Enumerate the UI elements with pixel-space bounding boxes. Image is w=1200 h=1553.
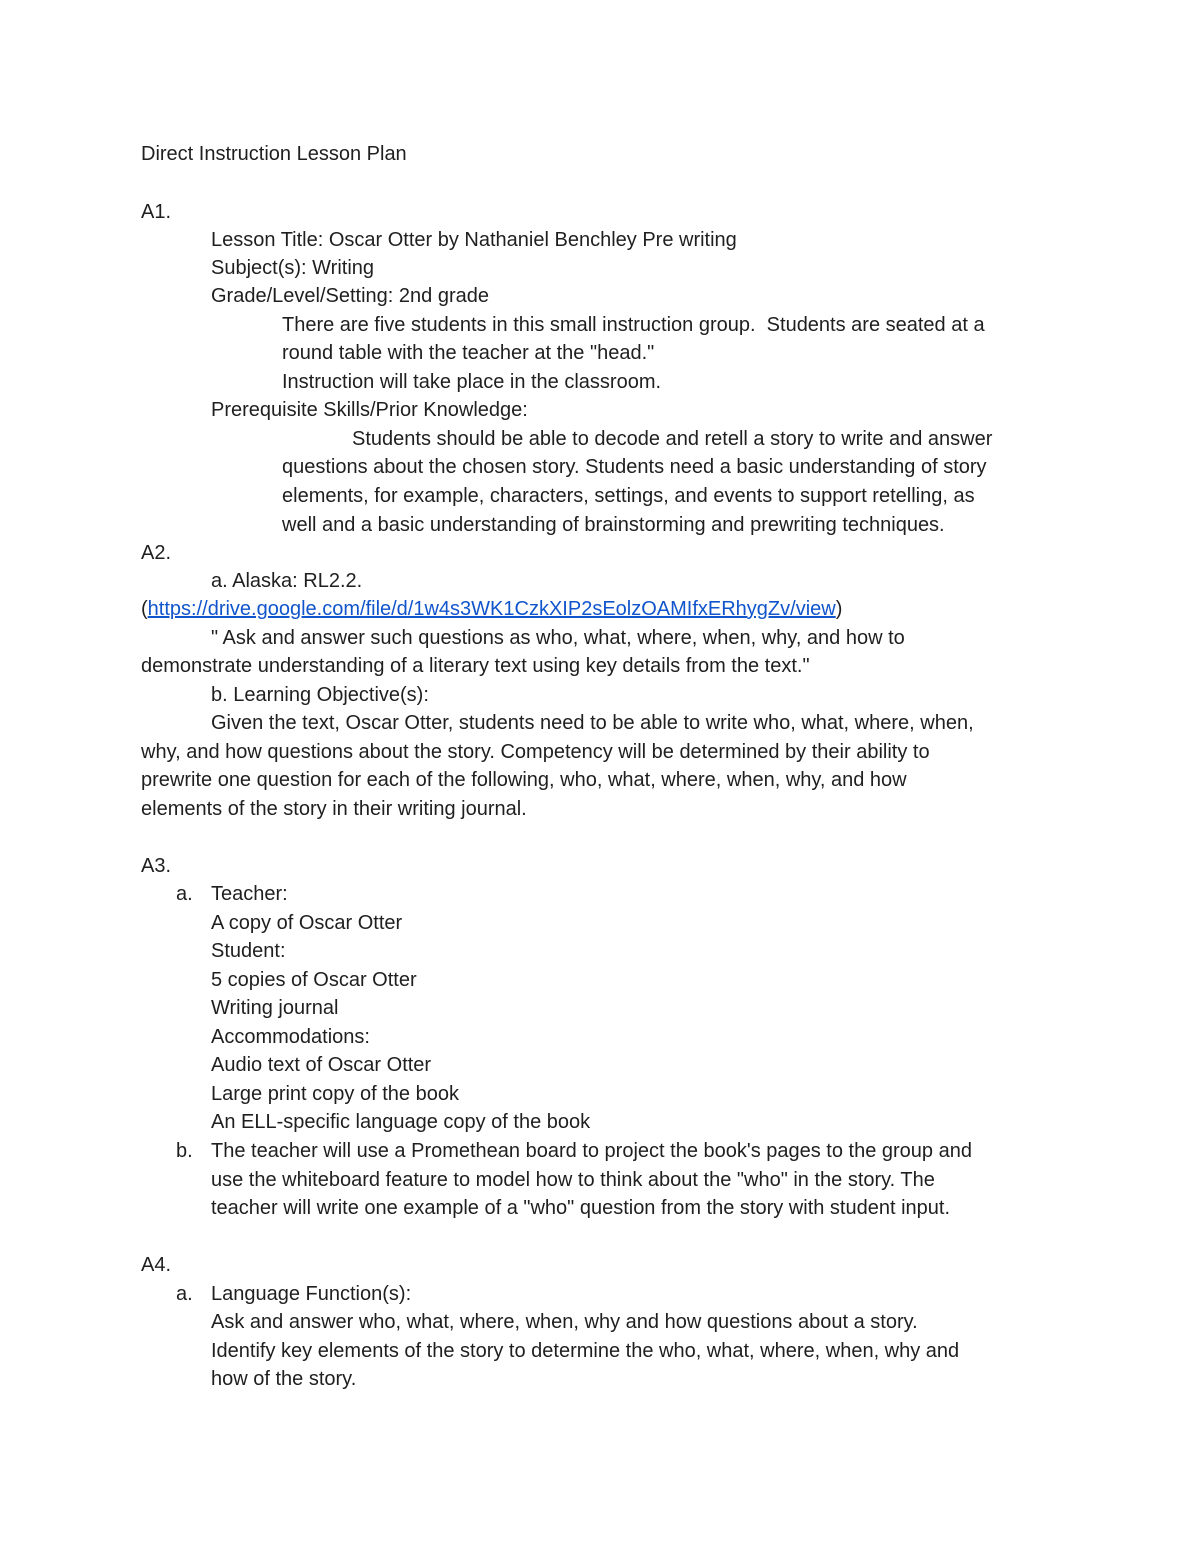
- link-close-paren: ): [835, 598, 843, 620]
- materials-item: 5 copies of Oscar Otter: [211, 969, 417, 991]
- standard-text-line: " Ask and answer such questions as who, what, where, when, why, and how to: [211, 627, 905, 649]
- prereq-line: elements, for example, characters, settings, and events to support retelling, as: [282, 485, 975, 507]
- materials-item: Writing journal: [211, 997, 339, 1019]
- technology-line: The teacher will use a Promethean board to project the book's pages to the group and: [211, 1140, 972, 1162]
- standard-label: a. Alaska: RL2.2.: [211, 570, 363, 592]
- technology-line: use the whiteboard feature to model how to think about the "who" in the story. The: [211, 1169, 935, 1191]
- materials-item: An ELL-specific language copy of the book: [211, 1111, 591, 1133]
- objective-line: Given the text, Oscar Otter, students need to be able to write who, what, where, when,: [211, 712, 974, 734]
- technology-line: teacher will write one example of a "who" question from the story with student input.: [211, 1197, 951, 1219]
- objective-line: why, and how questions about the story. Competency will be determined by their ability to: [141, 741, 930, 763]
- materials-item: Large print copy of the book: [211, 1083, 459, 1105]
- list-marker-b: b.: [176, 1140, 193, 1162]
- prereq-line: well and a basic understanding of brainstorming and prewriting techniques.: [282, 514, 945, 536]
- section-a3-heading: A3.: [141, 855, 172, 877]
- standard-link[interactable]: https://drive.google.com/file/d/1w4s3WK1CzkXIP2sEolzOAMIfxERhygZv/view: [147, 598, 836, 620]
- prereq-line: questions about the chosen story. Students need a basic understanding of story: [282, 456, 987, 478]
- materials-item: Teacher:: [211, 883, 288, 905]
- setting-line: round table with the teacher at the "head.": [282, 342, 655, 364]
- document-title: Direct Instruction Lesson Plan: [141, 143, 407, 165]
- materials-item: Audio text of Oscar Otter: [211, 1054, 432, 1076]
- list-marker-a: a.: [176, 1283, 193, 1305]
- objective-line: elements of the story in their writing journal.: [141, 798, 527, 820]
- lesson-title: Lesson Title: Oscar Otter by Nathaniel Benchley Pre writing: [211, 229, 737, 251]
- language-function-heading: Language Function(s):: [211, 1283, 412, 1305]
- materials-item: A copy of Oscar Otter: [211, 912, 403, 934]
- section-a1-heading: A1.: [141, 201, 172, 223]
- standard-text-line: demonstrate understanding of a literary text using key details from the text.": [141, 655, 810, 677]
- language-function-line: how of the story.: [211, 1368, 357, 1390]
- link-open-paren: (: [141, 598, 148, 620]
- section-a4-heading: A4.: [141, 1254, 172, 1276]
- setting-line: Instruction will take place in the classroom.: [282, 371, 662, 393]
- objective-line: prewrite one question for each of the following, who, what, where, when, why, and how: [141, 769, 907, 791]
- materials-item: Student:: [211, 940, 286, 962]
- prereq-heading: Prerequisite Skills/Prior Knowledge:: [211, 399, 528, 421]
- prereq-line: Students should be able to decode and retell a story to write and answer: [352, 428, 993, 450]
- section-a2-heading: A2.: [141, 542, 172, 564]
- setting-line: There are five students in this small instruction group. Students are seated at a: [282, 314, 985, 336]
- list-marker-a: a.: [176, 883, 193, 905]
- language-function-line: Identify key elements of the story to determine the who, what, where, when, why and: [211, 1340, 960, 1362]
- grade-level-setting: Grade/Level/Setting: 2nd grade: [211, 285, 489, 307]
- standard-link-line: [141, 595, 842, 623]
- materials-item: Accommodations:: [211, 1026, 370, 1048]
- language-function-line: Ask and answer who, what, where, when, why and how questions about a story.: [211, 1311, 918, 1333]
- subjects: Subject(s): Writing: [211, 257, 375, 279]
- objective-heading: b. Learning Objective(s):: [211, 684, 429, 706]
